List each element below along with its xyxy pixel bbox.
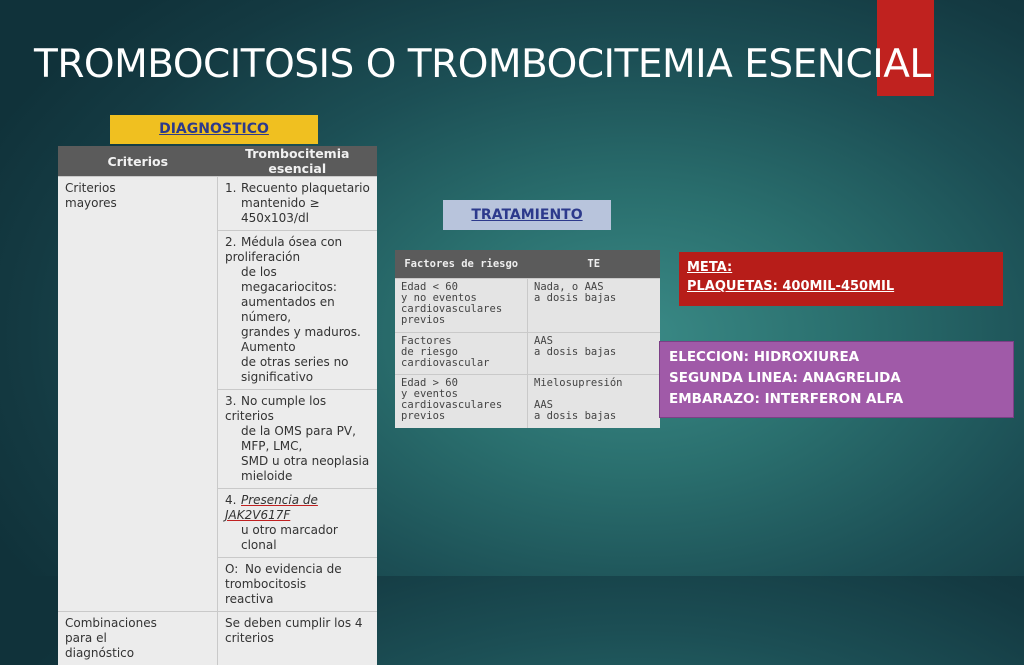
embarazo-line: EMBARAZO: INTERFERON ALFA <box>669 389 1004 410</box>
criterio-o: O: No evidencia de trombocitosis reactiva <box>218 558 378 612</box>
meta-heading: META: <box>687 258 995 277</box>
header-trombocitemia: Trombocitemia esencial <box>218 146 378 177</box>
criterio-1: 1. Recuento plaquetario mantenido ≥ 450x103/dl <box>218 177 378 231</box>
table-row <box>395 332 660 374</box>
table-row <box>58 177 377 231</box>
header-criterios: Criterios <box>58 146 218 177</box>
tratamiento-table <box>395 250 660 428</box>
eleccion-box <box>659 341 1014 418</box>
eleccion-line: ELECCION: HIDROXIUREA <box>669 347 1004 368</box>
header-te: TE <box>528 250 661 279</box>
slide-title: TROMBOCITOSIS O TROMBOCITEMIA ESENCIAL <box>34 42 931 87</box>
te-cell: Mielosupresión AAS a dosis bajas <box>528 375 661 428</box>
segunda-linea-line: SEGUNDA LINEA: ANAGRELIDA <box>669 368 1004 389</box>
tratamiento-label: TRATAMIENTO <box>443 200 611 230</box>
table-row <box>395 375 660 428</box>
factor-cell: Edad < 60 y no eventos cardiovasculares previos <box>395 279 528 333</box>
meta-box <box>679 252 1003 306</box>
criterios-mayores-label: Criterios mayores <box>58 177 218 612</box>
combinaciones-label: Combinaciones para el diagnóstico <box>58 612 218 665</box>
factor-cell: Factores de riesgo cardiovascular <box>395 332 528 374</box>
combinaciones-value: Se deben cumplir los 4 criterios <box>218 612 378 665</box>
table-row <box>395 279 660 333</box>
criterio-4: 4. Presencia de JAK2V617F u otro marcador clonal <box>218 489 378 558</box>
meta-value: PLAQUETAS: 400MIL-450MIL <box>687 277 995 296</box>
te-cell: Nada, o AAS a dosis bajas <box>528 279 661 333</box>
te-cell: AAS a dosis bajas <box>528 332 661 374</box>
diagnostico-table <box>58 146 377 665</box>
criterio-3: 3. No cumple los criterios de la OMS para PV, MFP, LMC, SMD u otra neoplasia mieloide <box>218 390 378 489</box>
diagnostico-label: DIAGNOSTICO <box>110 115 318 144</box>
factor-cell: Edad > 60 y eventos cardiovasculares previos <box>395 375 528 428</box>
criterio-2: 2. Médula ósea con proliferación de los megacariocitos: aumentados en número, grandes y maduros. Aumento de otras series no significativo <box>218 231 378 390</box>
header-factores: Factores de riesgo <box>395 250 528 279</box>
table-row <box>58 612 377 665</box>
